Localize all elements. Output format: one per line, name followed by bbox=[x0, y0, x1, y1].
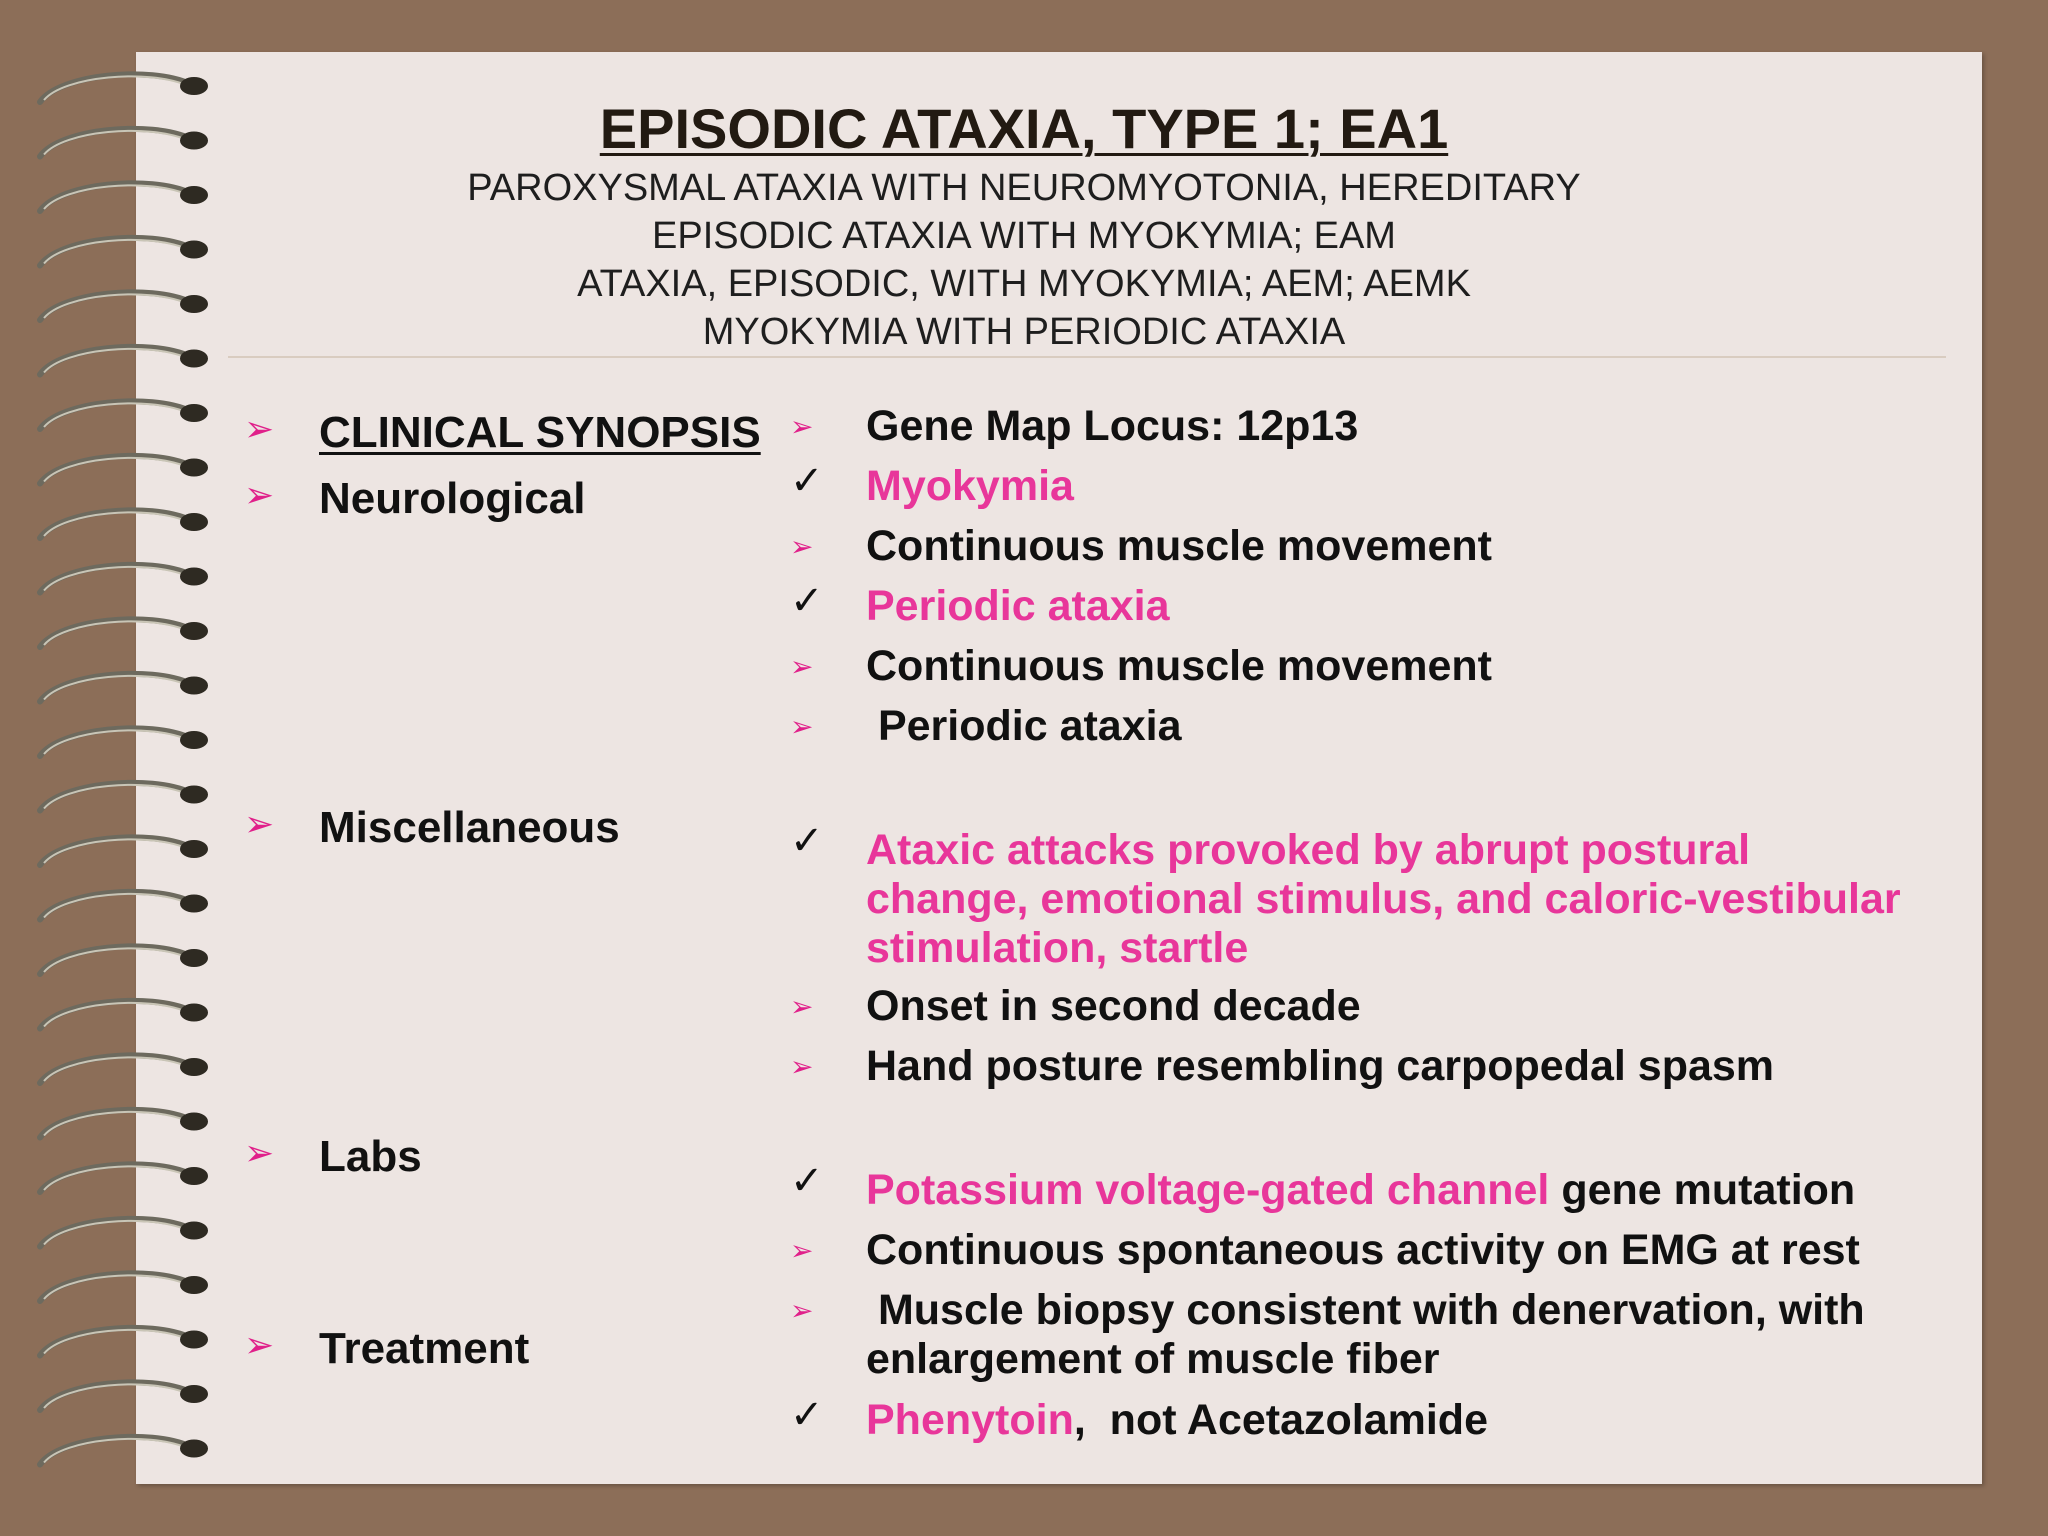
arrow-bullet-icon: ➢ bbox=[790, 651, 814, 682]
clinical-synopsis-heading: CLINICAL SYNOPSIS bbox=[319, 408, 761, 457]
spiral-hole bbox=[180, 1167, 208, 1185]
check-icon: ✓ bbox=[790, 1393, 824, 1437]
phenytoin-highlight: Phenytoin bbox=[866, 1396, 1074, 1444]
subtitle-line: EPISODIC ATAXIA WITH MYOKYMIA; EAM bbox=[652, 215, 1396, 257]
arrow-bullet-icon: ➢ bbox=[790, 991, 814, 1022]
list-item: Continuous muscle movement bbox=[866, 522, 1492, 570]
ataxic-attacks-line: stimulation, startle bbox=[866, 924, 1249, 972]
spiral-hole bbox=[180, 1385, 208, 1403]
arrow-bullet-icon: ➢ bbox=[790, 411, 814, 442]
potassium-highlight: Potassium voltage-gated channel bbox=[866, 1166, 1550, 1214]
subtitle-block bbox=[0, 164, 2048, 356]
arrow-bullet-icon: ➢ bbox=[790, 1295, 814, 1326]
miscellaneous-label: Miscellaneous bbox=[319, 803, 620, 852]
spiral-hole bbox=[180, 622, 208, 640]
arrow-bullet-icon: ➢ bbox=[790, 711, 814, 742]
arrow-bullet-icon: ➢ bbox=[244, 474, 275, 515]
spiral-hole bbox=[180, 1331, 208, 1349]
phenytoin-item bbox=[866, 1396, 1488, 1445]
list-item: Continuous spontaneous activity on EMG at rest bbox=[866, 1226, 1860, 1274]
periodic-ataxia-item: Periodic ataxia bbox=[866, 582, 1170, 630]
labs-label: Labs bbox=[319, 1132, 422, 1181]
potassium-rest: gene mutation bbox=[1549, 1166, 1856, 1214]
arrow-bullet-icon: ➢ bbox=[244, 408, 275, 449]
check-icon: ✓ bbox=[790, 1159, 824, 1203]
spiral-hole bbox=[180, 1058, 208, 1076]
spiral-hole bbox=[180, 513, 208, 531]
neurological-label: Neurological bbox=[319, 474, 586, 523]
arrow-bullet-icon: ➢ bbox=[244, 1132, 275, 1173]
divider bbox=[228, 356, 1946, 358]
biopsy-line: enlargement of muscle fiber bbox=[866, 1335, 1440, 1383]
arrow-bullet-icon: ➢ bbox=[790, 1051, 814, 1082]
spiral-hole bbox=[180, 1276, 208, 1294]
biopsy-line: Muscle biopsy consistent with denervation, with bbox=[866, 1286, 1865, 1334]
arrow-bullet-icon: ➢ bbox=[790, 531, 814, 562]
slide-title: EPISODIC ATAXIA, TYPE 1; EA1 bbox=[599, 97, 1449, 160]
spiral-hole bbox=[180, 677, 208, 695]
list-item: Onset in second decade bbox=[866, 982, 1361, 1030]
subtitle-line: PAROXYSMAL ATAXIA WITH NEUROMYOTONIA, HEREDITARY bbox=[467, 167, 1581, 209]
spiral-hole bbox=[180, 77, 208, 95]
gene-map-locus: Gene Map Locus: 12p13 bbox=[866, 402, 1359, 450]
spiral-hole bbox=[180, 404, 208, 422]
spiral-hole bbox=[180, 459, 208, 477]
check-icon: ✓ bbox=[790, 819, 824, 863]
list-item: Periodic ataxia bbox=[866, 702, 1182, 750]
myokymia-item: Myokymia bbox=[866, 462, 1074, 510]
spiral-hole bbox=[180, 1004, 208, 1022]
arrow-bullet-icon: ➢ bbox=[244, 803, 275, 844]
ataxic-attacks-line: change, emotional stimulus, and caloric-vestibular bbox=[866, 875, 1901, 923]
arrow-bullet-icon: ➢ bbox=[790, 1235, 814, 1266]
spiral-hole bbox=[180, 949, 208, 967]
phenytoin-rest: , not Acetazolamide bbox=[1073, 1396, 1488, 1444]
spiral-hole bbox=[180, 1113, 208, 1131]
spiral-hole bbox=[180, 1222, 208, 1240]
list-item: Continuous muscle movement bbox=[866, 642, 1492, 690]
arrow-bullet-icon: ➢ bbox=[244, 1324, 275, 1365]
spiral-hole bbox=[180, 895, 208, 913]
list-item: Hand posture resembling carpopedal spasm bbox=[866, 1042, 1775, 1090]
treatment-label: Treatment bbox=[319, 1324, 530, 1373]
potassium-item bbox=[866, 1166, 1855, 1215]
spiral-hole bbox=[180, 786, 208, 804]
ataxic-attacks-line: Ataxic attacks provoked by abrupt postural bbox=[866, 826, 1751, 874]
subtitle-line: ATAXIA, EPISODIC, WITH MYOKYMIA; AEM; AEMK bbox=[577, 263, 1471, 305]
spiral-hole bbox=[180, 1440, 208, 1458]
spiral-hole bbox=[180, 731, 208, 749]
spiral-hole bbox=[180, 840, 208, 858]
subtitle-line: MYOKYMIA WITH PERIODIC ATAXIA bbox=[702, 311, 1346, 353]
check-icon: ✓ bbox=[790, 579, 824, 623]
spiral-hole bbox=[180, 568, 208, 586]
check-icon: ✓ bbox=[790, 459, 824, 503]
